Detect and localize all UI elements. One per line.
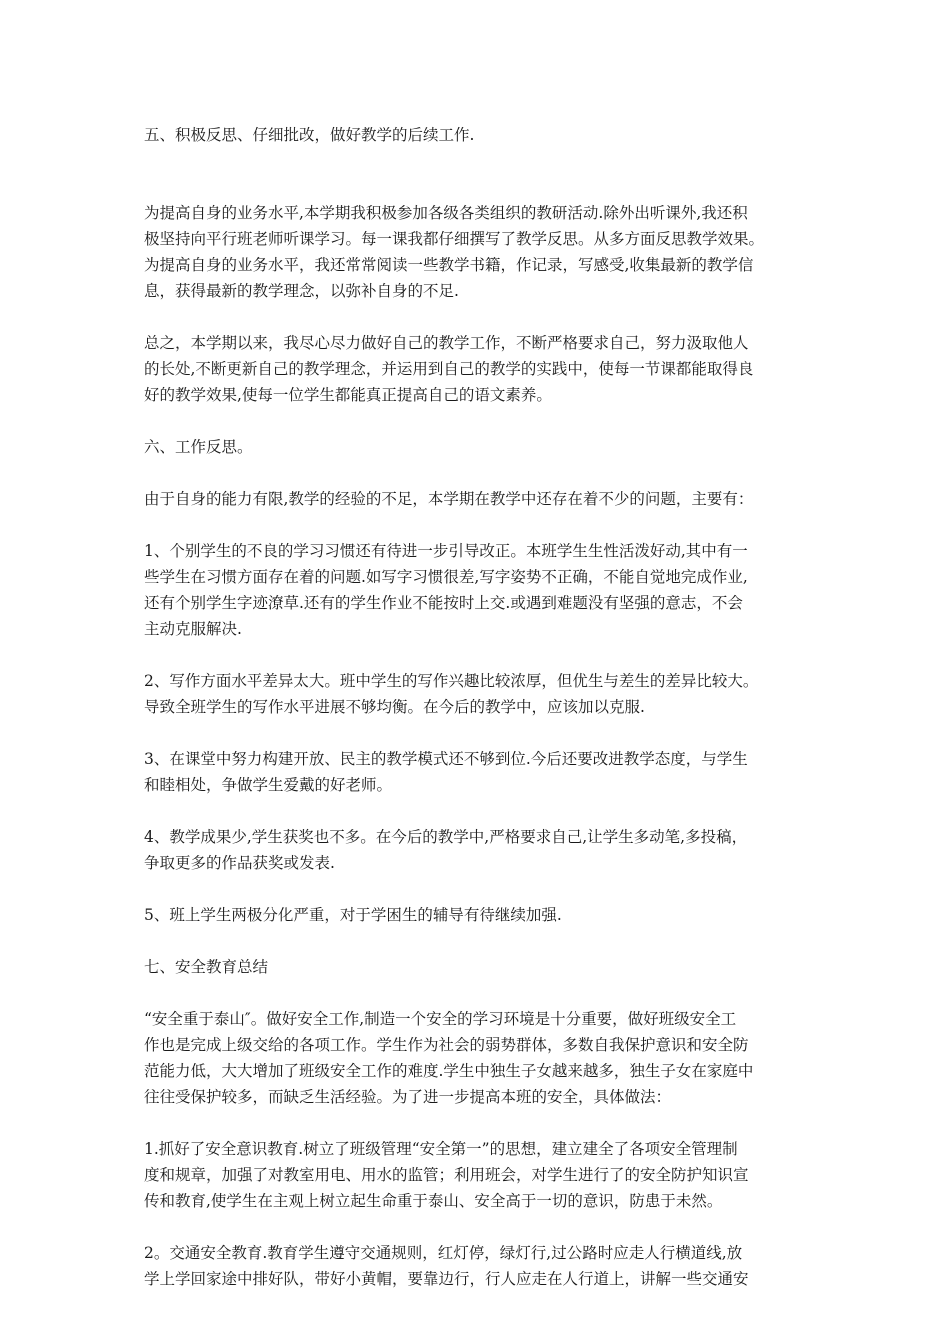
para-safety-intro — [144, 1006, 810, 1110]
text-line: 和睦相处，争做学生爱戴的好老师。 — [144, 776, 393, 794]
text-line: 总之，本学期以来，我尽心尽力做好自己的教学工作，不断严格要求自己，努力汲取他人 — [144, 334, 749, 352]
text-line: 息，获得最新的教学理念，以弥补自身的不足. — [144, 282, 459, 300]
text-line: 2。交通安全教育.教育学生遵守交通规则，红灯停，绿灯行,过公路时应走人行横道线,放 — [144, 1244, 743, 1262]
text-line: 范能力低，大大增加了班级安全工作的难度.学生中独生子女越来越多，独生子女在家庭中 — [144, 1062, 754, 1080]
text-line: 主动克服解决. — [144, 620, 242, 638]
text-line: 好的教学效果,使每一位学生都能真正提高自己的语文素养。 — [144, 386, 552, 404]
heading-5 — [144, 122, 810, 148]
text-line: 学上学回家途中排好队，带好小黄帽，要靠边行，行人应走在人行道上，讲解一些交通安 — [144, 1270, 749, 1288]
text-line: 极坚持向平行班老师听课学习。每一课我都仔细撰写了教学反思。从多方面反思教学效果。 — [144, 230, 765, 248]
text-line: 传和教育,使学生在主观上树立起生命重于泰山、安全高于一切的意识，防患于未然。 — [144, 1192, 723, 1210]
text-line: 3、在课堂中努力构建开放、民主的教学模式还不够到位.今后还要改进教学态度，与学生 — [144, 750, 748, 768]
text-line: “安全重于泰山″。做好安全工作,制造一个安全的学习环境是十分重要，做好班级安全工 — [144, 1010, 737, 1028]
para-problems-intro — [144, 486, 810, 512]
para-safety-1 — [144, 1136, 810, 1214]
text-line: 七、安全教育总结 — [144, 958, 269, 976]
text-line: 由于自身的能力有限,教学的经验的不足，本学期在教学中还存在着不少的问题，主要有： — [144, 490, 754, 508]
text-line: 为提高自身的业务水平，我还常常阅读一些教学书籍，作记录，写感受,收集最新的教学信 — [144, 256, 754, 274]
text-line: 六、工作反思。 — [144, 438, 253, 456]
text-line: 1、个别学生的不良的学习习惯还有待进一步引导改正。本班学生生性活泼好动,其中有一 — [144, 542, 748, 560]
para-summary — [144, 330, 810, 408]
text-line: 1.抓好了安全意识教育.树立了班级管理“安全第一”的思想，建立建全了各项安全管理制 — [144, 1140, 738, 1158]
text-line: 还有个别学生字迹潦草.还有的学生作业不能按时上交.或遇到难题没有坚强的意志，不会 — [144, 594, 743, 612]
text-line: 2、写作方面水平差异太大。班中学生的写作兴趣比较浓厚，但优生与差生的差异比较大。 — [144, 672, 759, 690]
text-line: 度和规章，加强了对教室用电、用水的监管；利用班会，对学生进行了的安全防护知识宣 — [144, 1166, 749, 1184]
text-line: 导致全班学生的写作水平进展不够均衡。在今后的教学中，应该加以克服. — [144, 698, 645, 716]
para-problem-3 — [144, 746, 810, 798]
text-line: 五、积极反思、仔细批改，做好教学的后续工作. — [144, 126, 475, 144]
para-problem-4 — [144, 824, 810, 876]
para-safety-2 — [144, 1240, 810, 1292]
para-problem-5 — [144, 902, 810, 928]
para-problem-1 — [144, 538, 810, 642]
text-line: 为提高自身的业务水平,本学期我积极参加各级各类组织的教研活动.除外出听课外,我还积 — [144, 204, 748, 222]
document-body — [144, 122, 810, 1318]
text-line: 4、教学成果少,学生获奖也不多。在今后的教学中,严格要求自己,让学生多动笔,多投稿， — [144, 828, 748, 846]
text-line: 作也是完成上级交给的各项工作。学生作为社会的弱势群体，多数自我保护意识和安全防 — [144, 1036, 749, 1054]
para-reflection — [144, 200, 810, 304]
text-line: 5、班上学生两极分化严重，对于学困生的辅导有待继续加强. — [144, 906, 562, 924]
heading-6 — [144, 434, 810, 460]
text-line: 的长处,不断更新自己的教学理念，并运用到自己的教学的实践中，使每一节课都能取得良 — [144, 360, 754, 378]
text-line: 些学生在习惯方面存在着的问题.如写字习惯很差,写字姿势不正确，不能自觉地完成作业, — [144, 568, 748, 586]
heading-7 — [144, 954, 810, 980]
para-problem-2 — [144, 668, 810, 720]
text-line: 争取更多的作品获奖或发表. — [144, 854, 335, 872]
text-line: 往往受保护较多，而缺乏生活经验。为了进一步提高本班的安全，具体做法： — [144, 1088, 672, 1106]
